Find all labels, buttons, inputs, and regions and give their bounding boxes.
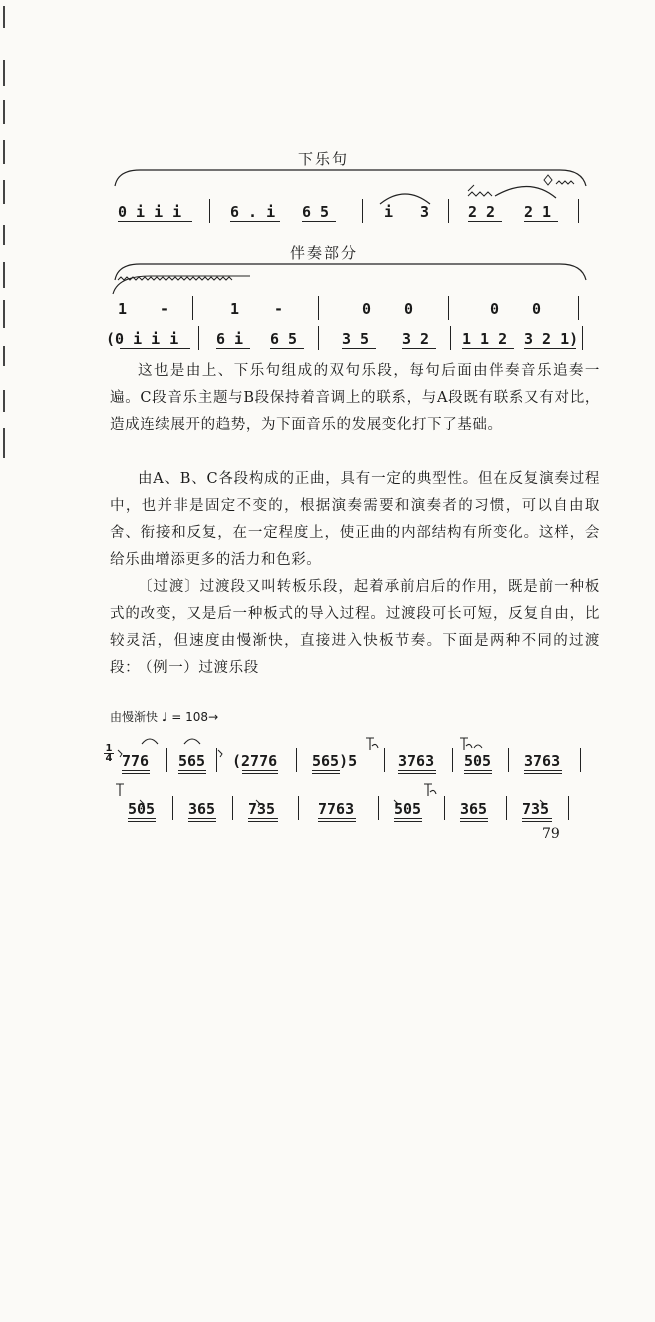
note: 0 bbox=[404, 300, 414, 318]
underline-beam bbox=[122, 770, 150, 771]
underline-beam bbox=[312, 770, 340, 771]
underline-beam bbox=[128, 821, 156, 822]
underline-beam bbox=[178, 773, 206, 774]
bar-line bbox=[378, 796, 379, 820]
underline-beam bbox=[394, 818, 422, 819]
note-group: 6 . i bbox=[230, 203, 276, 221]
bar-line bbox=[580, 748, 581, 772]
underline-beam bbox=[398, 770, 436, 771]
page-number: 79 bbox=[542, 826, 560, 842]
note: - bbox=[274, 300, 284, 318]
note-group: 3 5 bbox=[342, 330, 370, 348]
bar-line bbox=[508, 748, 509, 772]
score2-title: 伴奏部分 bbox=[290, 244, 359, 262]
bar-line bbox=[444, 796, 445, 820]
bar-line bbox=[166, 748, 167, 772]
underline-beam bbox=[188, 818, 216, 819]
underline-beam bbox=[394, 821, 422, 822]
underline-beam bbox=[464, 773, 492, 774]
bar-line bbox=[296, 748, 297, 772]
tempo-marking: 由慢渐快 ♩ = 108→ bbox=[110, 710, 219, 724]
note-group: 3 2 1) bbox=[524, 330, 579, 348]
note-group: 3763 bbox=[524, 752, 561, 770]
underline-beam bbox=[464, 770, 492, 771]
underline-beam bbox=[398, 773, 436, 774]
underline-beam bbox=[178, 770, 206, 771]
note: 0 bbox=[490, 300, 500, 318]
note-group: 3 bbox=[420, 203, 430, 221]
note-group: 0 i i i bbox=[118, 203, 182, 221]
underline-beam bbox=[242, 770, 278, 771]
note-group: 3763 bbox=[398, 752, 435, 770]
note-group: (0 i i i bbox=[106, 330, 179, 348]
underline-beam bbox=[318, 818, 356, 819]
underline-beam bbox=[242, 773, 278, 774]
bar-line bbox=[384, 748, 385, 772]
body-paragraph: 这也是由上、下乐句组成的双句乐段，每句后面由伴奏音乐追奏一遍。C段音乐主题与B段保持着音调上的联系，与A段既有联系又有对比，造成连续展开的趋势，为下面音乐的发展变化打下了基础。 bbox=[110, 363, 600, 433]
note-group: 6 5 bbox=[270, 330, 298, 348]
score3-row1 bbox=[118, 752, 598, 778]
note-group: 6 i bbox=[216, 330, 244, 348]
underline-beam bbox=[522, 821, 552, 822]
underline-beam bbox=[248, 818, 278, 819]
note-group: 1 1 2 bbox=[462, 330, 508, 348]
note-group: 505 bbox=[128, 800, 156, 818]
note-group: 735 bbox=[522, 800, 550, 818]
score1-title: 下乐句 bbox=[298, 150, 350, 168]
note-group: 2 1 bbox=[524, 203, 552, 221]
body-paragraph: 〔过渡〕过渡段又叫转板乐段，起着承前启后的作用，既是前一种板式的改变，又是后一种板式的导入过程。过渡段可长可短，反复自由，比较灵活，但速度由慢渐快，直接进入快板节奏。下面是两种不同的过渡段： bbox=[110, 579, 600, 676]
body-paragraph: 由A、B、C各段构成的正曲，具有一定的典型性。但在反复演奏过程中，也并非是固定不变的，根据演奏需要和演奏者的习惯，可以自由取舍、衔接和反复，在一定程度上，使正曲的内部结构有所变化。这样，会给乐曲增添更多的活力和色彩。 bbox=[110, 471, 600, 568]
bar-line bbox=[172, 796, 173, 820]
note-group: 735 bbox=[248, 800, 276, 818]
bar-line bbox=[232, 796, 233, 820]
example-label: （例一）过渡乐段 bbox=[138, 660, 259, 676]
note: 1 bbox=[230, 300, 240, 318]
note-group: 2 2 bbox=[468, 203, 496, 221]
underline-beam bbox=[522, 818, 552, 819]
underline-beam bbox=[122, 773, 150, 774]
underline-beam bbox=[318, 821, 356, 822]
note: 0 bbox=[532, 300, 542, 318]
time-sig-numerator: 1 bbox=[105, 743, 113, 754]
bar-line bbox=[568, 796, 569, 820]
underline-beam bbox=[312, 773, 340, 774]
bar-line bbox=[298, 796, 299, 820]
note-group: (2776 bbox=[232, 752, 278, 770]
underline-beam bbox=[460, 821, 488, 822]
note-group: 6 5 bbox=[302, 203, 330, 221]
score3-row2 bbox=[128, 800, 608, 826]
note: 0 bbox=[362, 300, 372, 318]
underline-beam bbox=[248, 821, 278, 822]
time-sig-denominator: 4 bbox=[105, 753, 113, 764]
underline-beam bbox=[188, 821, 216, 822]
note-group: 505 bbox=[464, 752, 492, 770]
note-group: 365 bbox=[460, 800, 488, 818]
note: - bbox=[160, 300, 170, 318]
note-group: i bbox=[384, 203, 394, 221]
note-group: 505 bbox=[394, 800, 422, 818]
underline-beam bbox=[128, 818, 156, 819]
note-group: 3 2 bbox=[402, 330, 430, 348]
note-group: 565)5 bbox=[312, 752, 358, 770]
underline-beam bbox=[460, 818, 488, 819]
note: 1 bbox=[118, 300, 128, 318]
note-group: 7763 bbox=[318, 800, 355, 818]
bar-line bbox=[216, 748, 217, 772]
underline-beam bbox=[524, 770, 562, 771]
bar-line bbox=[452, 748, 453, 772]
note-group: 565 bbox=[178, 752, 206, 770]
note-group: 776 bbox=[122, 752, 150, 770]
bar-line bbox=[506, 796, 507, 820]
note-group: 365 bbox=[188, 800, 216, 818]
underline-beam bbox=[524, 773, 562, 774]
